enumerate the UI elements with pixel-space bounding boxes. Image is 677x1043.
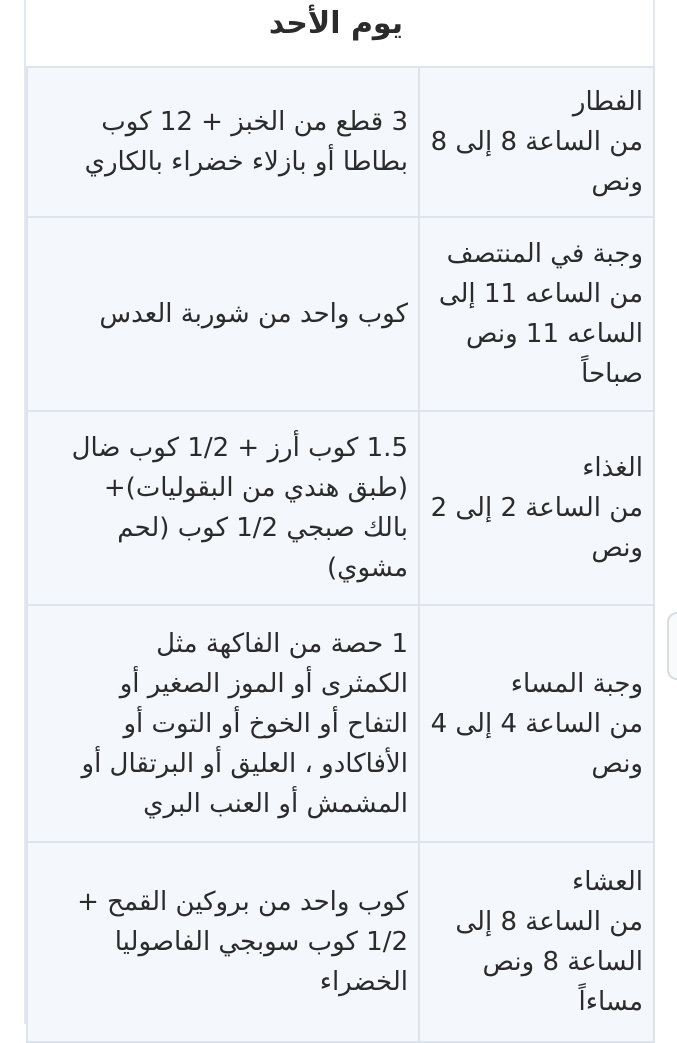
meal-time-text: من الساعة 8 إلى 8 [430,127,643,157]
meal-time-cell [419,411,654,605]
schedule-card [24,0,655,1024]
meal-time-text: من الساعه 11 إلى [438,279,643,309]
food-cell [27,411,419,605]
meal-time-cell [419,605,654,842]
meal-time-text: ونص [591,167,643,197]
meal-time-text: ونص [591,748,643,779]
food-text: كوب واحد من شوربة العدس [99,299,408,329]
meal-time-text: صباحاً [581,359,643,389]
side-scroll-tab[interactable] [667,612,677,680]
food-text: الأفاكادو ، العليق أو البرتقال أو [81,748,408,779]
meal-time-text: من الساعة 4 إلى 4 [430,708,643,739]
meal-time-text: مساءاً [578,987,643,1017]
meal-name: وجبة في المنتصف [446,239,643,269]
meal-time-text: الساعة 8 ونص [482,947,643,977]
food-text: مشوي) [326,553,408,583]
meal-time-cell [419,217,654,411]
food-cell [27,217,419,411]
food-text: الخضراء [319,967,408,997]
meal-time-text: من الساعة 8 إلى [455,907,643,937]
meal-name: الغذاء [582,453,643,483]
food-text: 1/2 كوب سوبجي الفاصوليا [114,927,408,957]
meal-name: وجبة المساء [510,668,643,699]
meal-time-cell [419,67,654,217]
food-cell [27,67,419,217]
table-row [27,842,654,1042]
food-text: كوب واحد من بروكين القمح + [77,887,408,917]
food-text: بالك صبجي 1/2 كوب (لحم [117,513,408,543]
meal-time-text: ونص [591,533,643,563]
food-text: الكمثرى أو الموز الصغير أو [119,668,408,699]
meal-time-text: من الساعة 2 إلى 2 [430,493,643,523]
food-text: المشمش أو العنب البري [143,788,408,819]
day-title: يوم الأحد [268,6,403,41]
food-text: التفاح أو الخوخ أو التوت أو [123,708,408,739]
food-text: بطاطا أو بازلاء خضراء بالكاري [84,147,408,177]
meal-name: الفطار [572,87,643,117]
table-row [27,411,654,605]
food-cell [27,605,419,842]
food-cell [27,842,419,1042]
meal-time-text: الساعه 11 ونص [466,319,643,349]
food-text: 3 قطع من الخبز + 12 كوب [101,107,408,137]
food-text: 1.5 كوب أرز + 1/2 كوب ضال [71,433,408,463]
food-text: (طبق هندي من البقوليات)+ [103,473,408,503]
food-text: 1 حصة من الفاكهة مثل [156,628,408,659]
meal-schedule-table [26,66,655,1043]
table-row [27,605,654,842]
meal-name: العشاء [571,867,643,897]
meal-time-cell [419,842,654,1042]
table-row [27,217,654,411]
table-row [27,67,654,217]
